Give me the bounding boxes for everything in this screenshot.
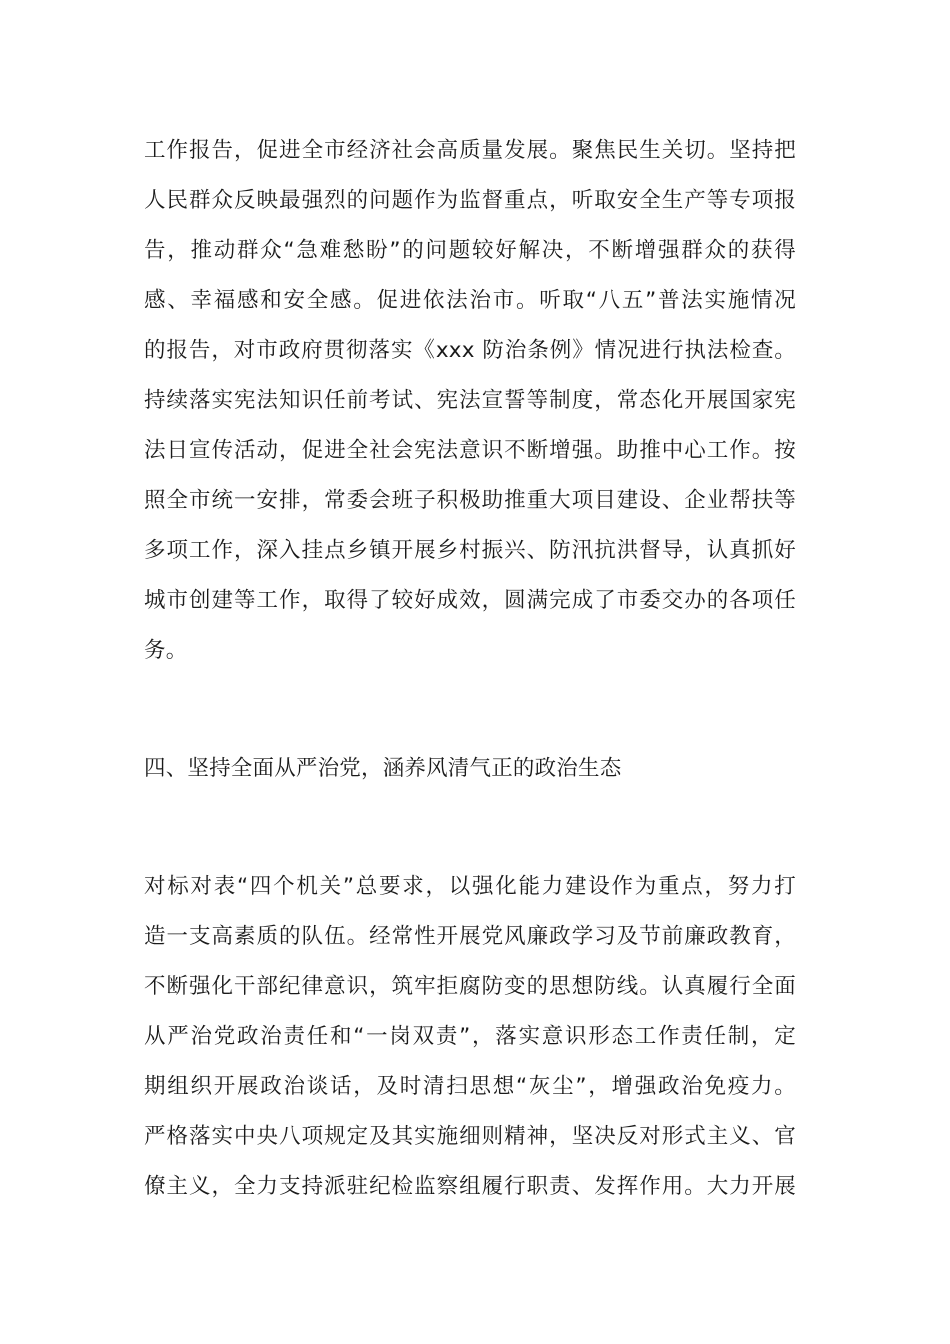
paragraph-line: 从严治党政治责任和“一岗双责”，落实意识形态工作责任制，定 — [144, 1024, 796, 1049]
paragraph-line: 人民群众反映最强烈的问题作为监督重点，听取安全生产等专项报 — [144, 188, 796, 213]
paragraph-line: 的报告，对市政府贯彻落实《xxx 防治条例》情况进行执法检查。 — [144, 338, 796, 363]
paragraph-line: 工作报告，促进全市经济社会高质量发展。聚焦民生关切。坚持把 — [144, 138, 796, 163]
paragraph-line: 严格落实中央八项规定及其实施细则精神，坚决反对形式主义、官 — [144, 1124, 796, 1149]
paragraph-line: 务。 — [144, 638, 188, 663]
section-heading — [144, 744, 796, 794]
paragraph-line: 多项工作，深入挂点乡镇开展乡村振兴、防汛抗洪督导，认真抓好 — [144, 538, 796, 563]
paragraph-2 — [144, 862, 796, 1212]
paragraph-line: 期组织开展政治谈话，及时清扫思想“灰尘”，增强政治免疫力。 — [144, 1074, 796, 1099]
paragraph-line: 造一支高素质的队伍。经常性开展党风廉政学习及节前廉政教育， — [144, 924, 796, 949]
paragraph-line: 持续落实宪法知识任前考试、宪法宣誓等制度，常态化开展国家宪 — [144, 388, 796, 413]
paragraph-line: 法日宣传活动，促进全社会宪法意识不断增强。助推中心工作。按 — [144, 438, 796, 463]
paragraph-line: 城市创建等工作，取得了较好成效，圆满完成了市委交办的各项任 — [144, 588, 796, 613]
paragraph-line: 对标对表“四个机关”总要求，以强化能力建设作为重点，努力打 — [144, 874, 796, 899]
paragraph-line: 告，推动群众“急难愁盼”的问题较好解决，不断增强群众的获得 — [144, 238, 796, 263]
section-heading-text: 四、坚持全面从严治党，涵养风清气正的政治生态 — [144, 756, 622, 781]
paragraph-1 — [144, 126, 796, 676]
paragraph-line: 照全市统一安排，常委会班子积极助推重大项目建设、企业帮扶等 — [144, 488, 796, 513]
paragraph-line: 不断强化干部纪律意识，筑牢拒腐防变的思想防线。认真履行全面 — [144, 974, 796, 999]
paragraph-line: 感、幸福感和安全感。促进依法治市。听取“八五”普法实施情况 — [144, 288, 796, 313]
paragraph-line: 僚主义，全力支持派驻纪检监察组履行职责、发挥作用。大力开展 — [144, 1174, 796, 1199]
